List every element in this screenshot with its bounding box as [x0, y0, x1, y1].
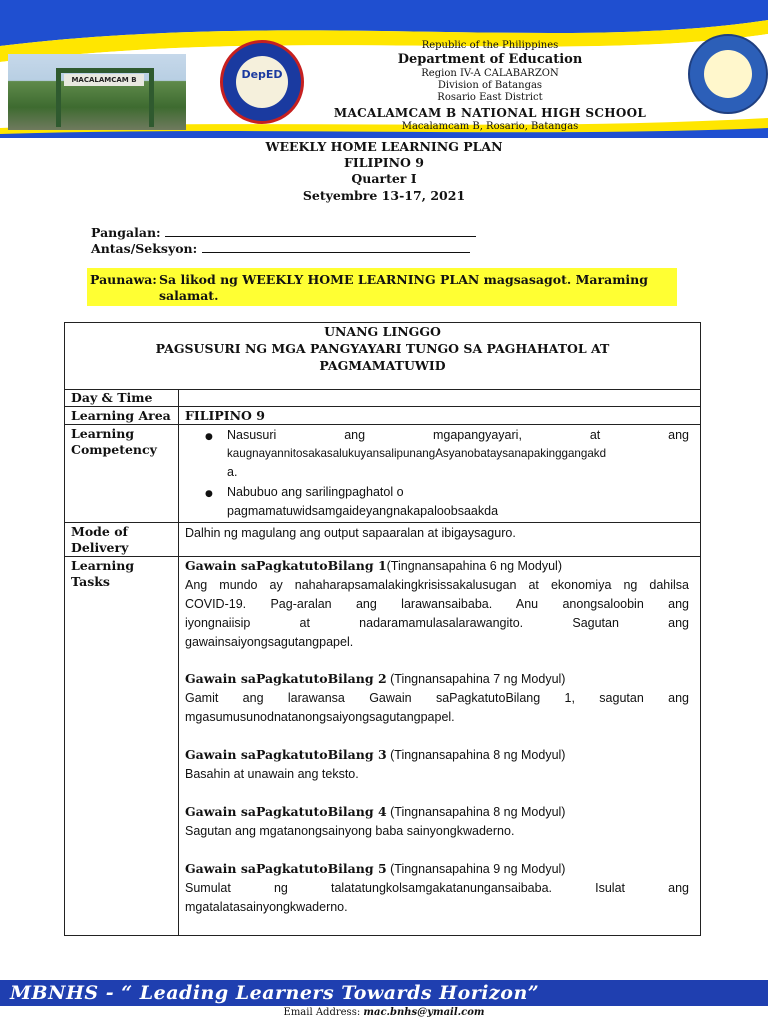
- notice-label: Paunawa:: [90, 272, 157, 287]
- doc-title: WEEKLY HOME LEARNING PLAN: [265, 139, 503, 154]
- footer-banner: [0, 980, 768, 1006]
- name-field: [91, 224, 476, 240]
- task-line: COVID-19. Pag-aralan ang larawansaibaba. Anu anongsaloobin ang: [185, 597, 689, 611]
- row-divider: [65, 424, 700, 425]
- competency-1-line-2: kaugnayannitosakasalukuyansalipunangAsyanobataysanapakinggangakd: [227, 447, 607, 460]
- deped-logo-text: DepED: [241, 68, 283, 81]
- letterhead-banner: [0, 0, 768, 138]
- tasks-label-line-2: Tasks: [71, 574, 110, 589]
- name-label: Pangalan:: [91, 225, 161, 240]
- task-4: [185, 802, 689, 841]
- school-sign: MACALAMCAM B: [64, 74, 144, 86]
- task-ref: (Tingnansapahina 8 ng Modyul): [386, 748, 566, 762]
- task-line: Basahin at unawain ang teksto.: [185, 767, 359, 781]
- row-divider: [65, 406, 700, 407]
- email-label: Email Address:: [283, 1007, 361, 1018]
- section-blank: [202, 240, 470, 253]
- header-division: Division of Batangas: [437, 80, 543, 91]
- task-line: Sumulat ng talatatungkolsamgakatanungansaibaba. Isulat ang: [185, 881, 689, 895]
- email-address: mac.bnhs@ymail.com: [363, 1007, 485, 1018]
- section-label: Antas/Seksyon:: [91, 241, 198, 256]
- week-heading: [65, 323, 700, 390]
- header-address: Macalamcam B, Rosario, Batangas: [401, 121, 579, 132]
- task-ref: (Tingnansapahina 6 ng Modyul): [386, 559, 562, 573]
- header-district: Rosario East District: [437, 92, 543, 103]
- mode-label-line-2: Delivery: [71, 540, 129, 555]
- deped-division-seal: [220, 40, 304, 124]
- row-divider: [65, 522, 700, 523]
- day-time-label: Day & Time: [71, 390, 153, 405]
- task-line: Ang mundo ay nahaharapsamalakingkrisissakalusugan at ekonomiya ng dahilsa: [185, 578, 689, 592]
- task-3: [185, 745, 689, 784]
- task-line: iyongnaiisip at nadaramamulasalarawangito. Sagutan ang: [185, 616, 689, 630]
- competency-1-line-3: a.: [227, 465, 238, 479]
- header-school-name: MACALAMCAM B NATIONAL HIGH SCHOOL: [333, 106, 647, 120]
- learning-area-value: FILIPINO 9: [185, 408, 265, 423]
- learning-plan-table: [64, 322, 701, 936]
- doc-subject: FILIPINO 9: [344, 155, 424, 170]
- competency-label: [71, 426, 157, 458]
- notice-box: [87, 268, 677, 306]
- competency-2-line-2: pagmamatuwidsamgaideyangnakapaloobsaakda: [227, 504, 499, 518]
- week-heading-line-3: PAGMAMATUWID: [319, 358, 446, 373]
- task-title: Gawain saPagkatutoBilang 1: [185, 558, 387, 573]
- task-line: Gamit ang larawansa Gawain saPagkatutoBilang 1, sagutan ang: [185, 691, 689, 705]
- doc-quarter: Quarter I: [351, 171, 417, 186]
- learning-area-label: Learning Area: [71, 408, 171, 423]
- email-line: [0, 1007, 768, 1018]
- school-gate-photo: [8, 54, 186, 130]
- week-heading-line-1: UNANG LINGGO: [324, 324, 441, 339]
- tasks-label: [71, 558, 134, 590]
- task-line: mgatalatasainyongkwaderno.: [185, 900, 348, 914]
- competency-label-line-2: Competency: [71, 442, 157, 457]
- section-field: [91, 240, 470, 256]
- header-department: Department of Education: [397, 52, 583, 67]
- task-line: Sagutan ang mgatanongsainyong baba sainyongkwaderno.: [185, 824, 515, 838]
- column-divider: [178, 389, 179, 935]
- task-5: [185, 859, 689, 917]
- task-ref: (Tingnansapahina 9 ng Modyul): [386, 862, 566, 876]
- school-seal: [688, 34, 768, 114]
- header-republic: Republic of the Philippines: [421, 40, 559, 51]
- bullet-icon: ●: [205, 489, 213, 499]
- header-region: Region IV-A CALABARZON: [421, 68, 559, 79]
- task-ref: (Tingnansapahina 8 ng Modyul): [386, 805, 566, 819]
- doc-date: Setyembre 13-17, 2021: [302, 188, 466, 203]
- notice-text: Sa likod ng WEEKLY HOME LEARNING PLAN magsasagot. Maraming salamat.: [159, 272, 648, 303]
- task-1: [185, 556, 689, 652]
- week-heading-line-2: PAGSUSURI NG MGA PANGYAYARI TUNGO SA PAGHAHATOL AT: [155, 341, 610, 356]
- mode-label-line-1: Mode of: [71, 524, 128, 539]
- task-title: Gawain saPagkatutoBilang 4: [185, 804, 387, 819]
- mode-label: [71, 524, 128, 556]
- task-ref: (Tingnansapahina 7 ng Modyul): [386, 672, 566, 686]
- task-title: Gawain saPagkatutoBilang 3: [185, 747, 387, 762]
- competency-2-line-1: Nabubuo ang sarilingpaghatol o: [227, 485, 404, 499]
- task-line: mgasumusunodnatanongsaiyongsagutangpapel.: [185, 710, 455, 724]
- task-2: [185, 669, 689, 727]
- mode-value: Dalhin ng magulang ang output sapaaralan at ibigaysaguro.: [185, 526, 516, 540]
- name-blank: [165, 224, 476, 237]
- task-line: gawainsaiyongsagutangpapel.: [185, 635, 354, 649]
- competency-1-line-1: Nasusuri ang mgapangyayari, at ang: [227, 428, 689, 442]
- task-title: Gawain saPagkatutoBilang 5: [185, 861, 387, 876]
- task-title: Gawain saPagkatutoBilang 2: [185, 671, 387, 686]
- bullet-icon: ●: [205, 432, 213, 442]
- tasks-label-line-1: Learning: [71, 558, 135, 573]
- competency-label-line-1: Learning: [71, 426, 135, 441]
- school-motto: MBNHS - “ Leading Learners Towards Horizon”: [10, 982, 540, 1004]
